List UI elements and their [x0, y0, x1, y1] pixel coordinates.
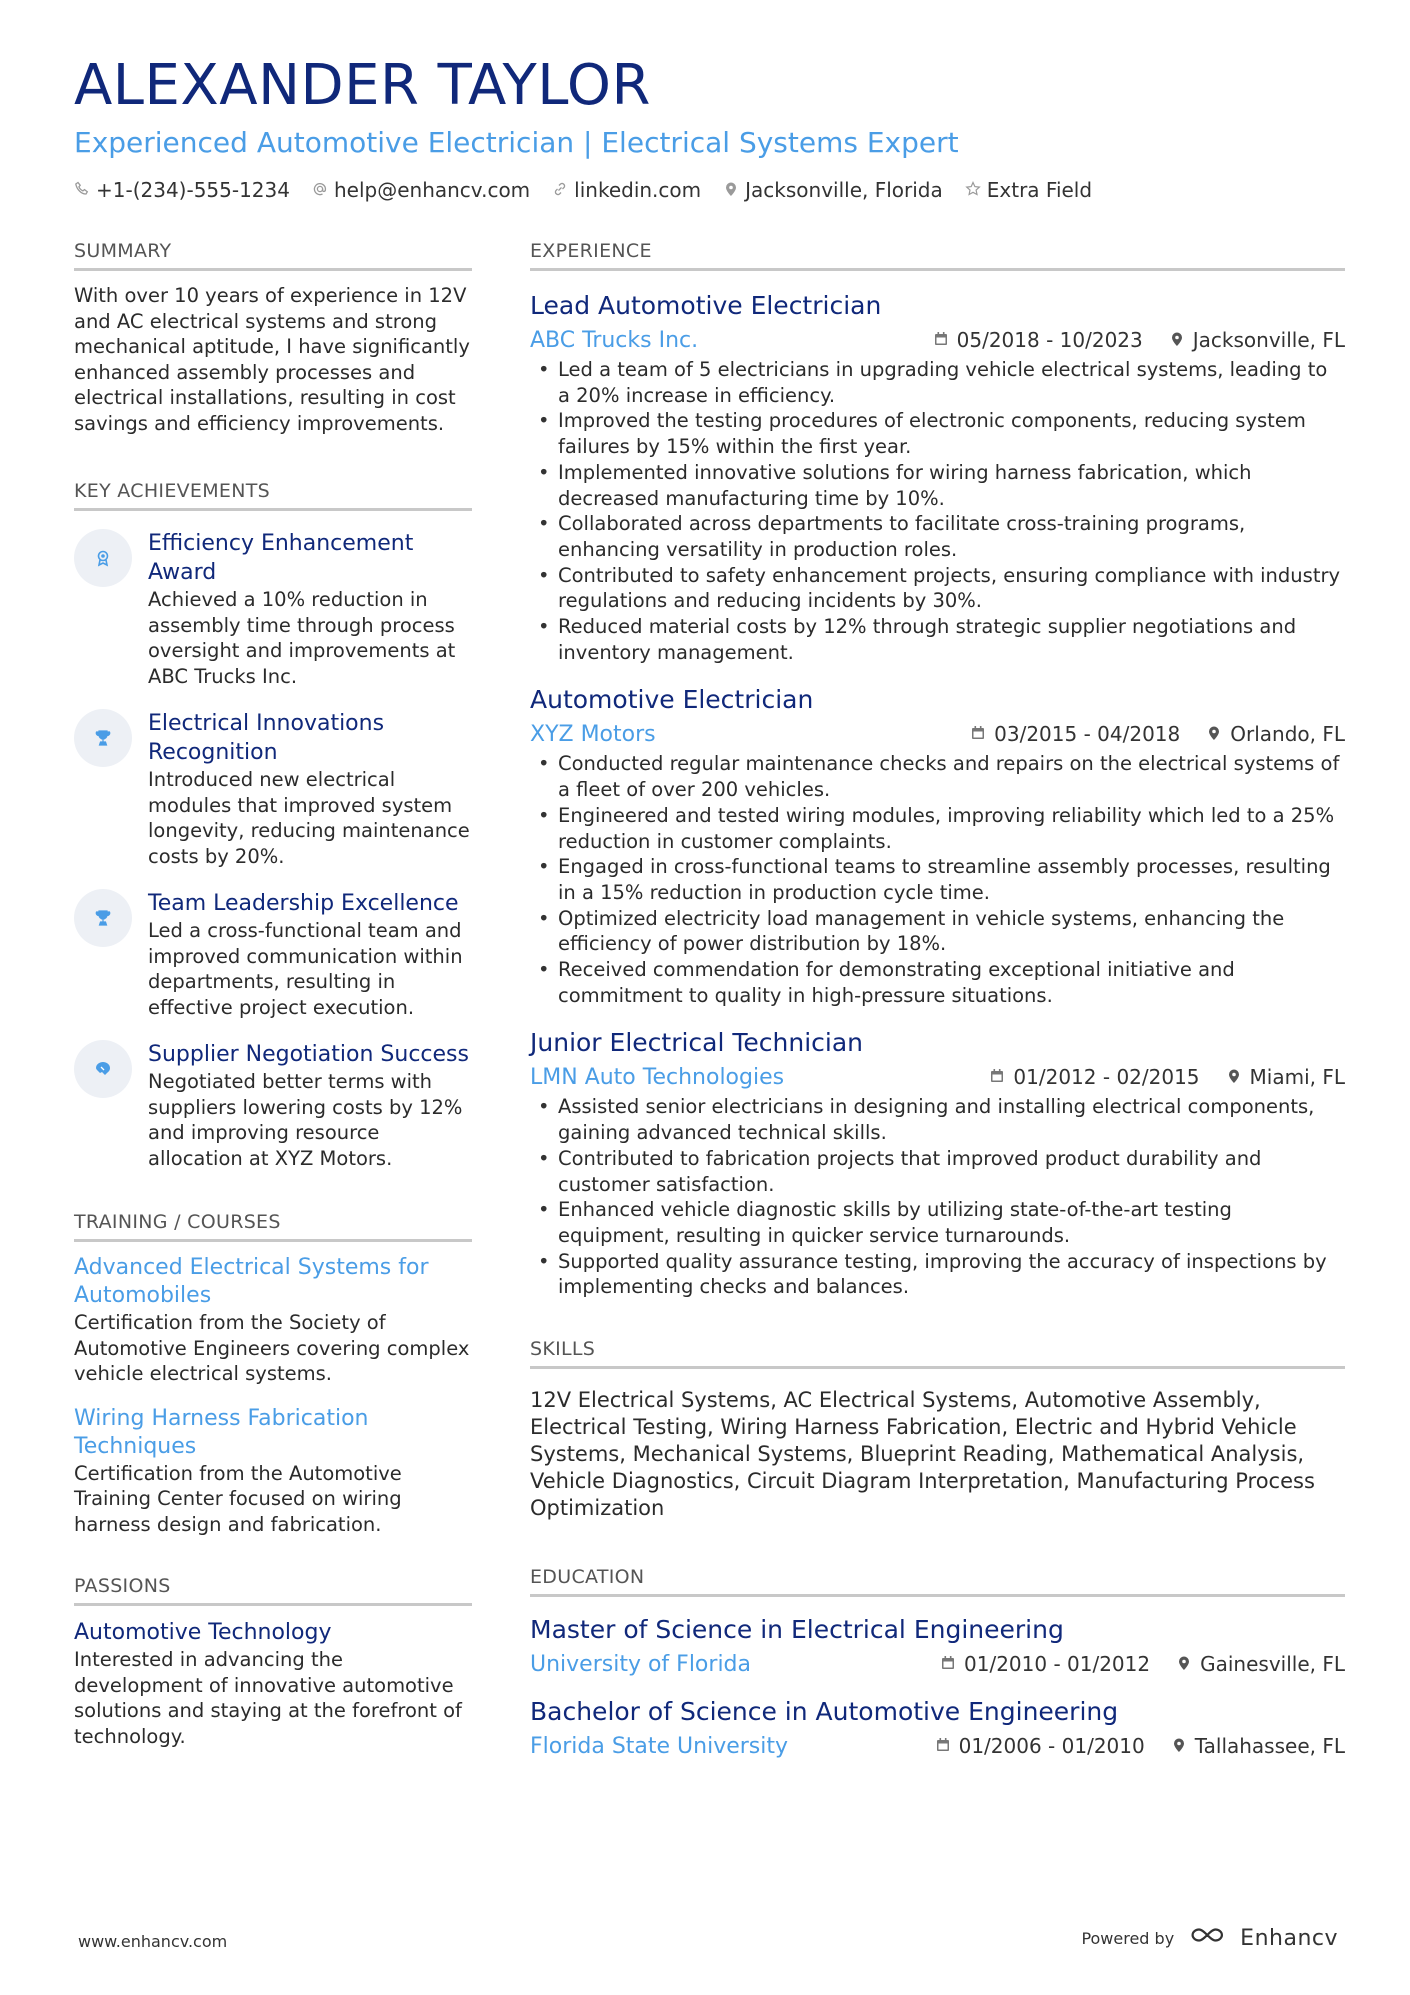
- job-bullet: • Received commendation for demonstrating exceptional initiative and commitment to quality in high-pressure situations.: [558, 957, 1345, 1008]
- job-entry: [530, 289, 1345, 665]
- education-entry: [530, 1695, 1345, 1763]
- powered-by-text: Powered by: [1081, 1928, 1175, 1948]
- summary-section: [74, 240, 472, 436]
- footer-branding: [1081, 1924, 1338, 1952]
- contact-bar: [74, 178, 1092, 202]
- location-pin-icon: [1226, 1065, 1242, 1089]
- location-pin-icon: [1206, 722, 1222, 746]
- achievement-text: Introduced new electrical modules that improved system longevity, reducing maintenance costs by 20%.: [148, 768, 470, 868]
- job-bullet: • Led a team of 5 electricians in upgrading vehicle electrical systems, leading to a 20% increase in efficiency.: [558, 357, 1345, 408]
- job-entry: [530, 1026, 1345, 1300]
- achievement-title: Efficiency Enhancement Award: [148, 531, 414, 585]
- job-title: Automotive Electrician: [530, 685, 814, 715]
- contact-linkedin[interactable]: [552, 178, 701, 202]
- achievement-item: [74, 889, 472, 1020]
- job-title: Junior Electrical Technician: [530, 1028, 864, 1058]
- right-column: [530, 240, 1345, 1781]
- contact-phone[interactable]: [74, 178, 290, 202]
- training-section: [74, 1211, 472, 1537]
- at-icon: [312, 178, 328, 202]
- location-pin-icon: [723, 178, 739, 202]
- contact-email-text: help@enhancv.com: [333, 178, 531, 202]
- achievement-text: Achieved a 10% reduction in assembly time through process oversight and improvements at ABC Trucks Inc.: [148, 588, 456, 688]
- job-company: LMN Auto Technologies: [530, 1064, 785, 1090]
- job-dates: 03/2015 - 04/2018: [994, 722, 1181, 747]
- degree-title: Master of Science in Electrical Engineering: [530, 1615, 1064, 1645]
- achievement-text: Led a cross-functional team and improved communication within departments, resulting in effective project execution.: [148, 919, 463, 1019]
- passion-text: Interested in advancing the development of innovative automotive solutions and staying at the forefront of technology.: [74, 1648, 462, 1748]
- education-dates: 01/2010 - 01/2012: [964, 1652, 1151, 1677]
- job-location: Miami, FL: [1249, 1065, 1345, 1090]
- section-title: KEY ACHIEVEMENTS: [74, 480, 472, 511]
- handshake-icon: [74, 1040, 132, 1098]
- calendar-icon: [933, 328, 949, 352]
- job-entry: [530, 683, 1345, 1008]
- resume-name: ALEXANDER TAYLOR: [74, 53, 651, 118]
- trophy-icon: [74, 709, 132, 767]
- job-bullet: • Assisted senior electricians in designing and installing electrical components, gaining advanced technical skills.: [558, 1094, 1345, 1145]
- job-bullet: • Collaborated across departments to facilitate cross-training programs, enhancing versatility in production roles.: [558, 511, 1345, 562]
- infinity-icon: [1188, 1924, 1232, 1952]
- location-pin-icon: [1171, 1734, 1187, 1758]
- achievements-section: [74, 480, 472, 1171]
- left-column: [74, 240, 472, 1749]
- contact-location: [723, 178, 943, 202]
- course-title: Advanced Electrical Systems for Automobiles: [74, 1255, 429, 1308]
- award-icon: [74, 529, 132, 587]
- education-dates: 01/2006 - 01/2010: [958, 1734, 1145, 1759]
- job-bullets: [530, 751, 1345, 1008]
- trophy-icon: [74, 889, 132, 947]
- location-pin-icon: [1169, 328, 1185, 352]
- summary-text: With over 10 years of experience in 12V and AC electrical systems and strong mechanical aptitude, I have significantly enhanced assembly processes and electrical installations, resulting in cost savings and efficiency improvements.: [74, 284, 470, 435]
- resume-headline: Experienced Automotive Electrician | Electrical Systems Expert: [74, 126, 959, 159]
- job-bullet: • Improved the testing procedures of electronic components, reducing system failures by 15% within the first year.: [558, 408, 1345, 459]
- contact-linkedin-text: linkedin.com: [574, 178, 702, 202]
- skills-section: [530, 1338, 1345, 1522]
- school-name: University of Florida: [530, 1651, 751, 1677]
- course-text: Certification from the Automotive Training Center focused on wiring harness design and fabrication.: [74, 1461, 402, 1536]
- education-location: Tallahassee, FL: [1194, 1734, 1345, 1759]
- passions-section: [74, 1575, 472, 1749]
- job-bullets: [530, 357, 1345, 665]
- location-pin-icon: [1176, 1652, 1192, 1676]
- phone-icon: [74, 178, 90, 202]
- achievement-item: [74, 529, 472, 689]
- job-company: XYZ Motors: [530, 721, 656, 747]
- passion-title: Automotive Technology: [74, 1620, 332, 1645]
- achievement-item: [74, 709, 472, 869]
- skills-text: 12V Electrical Systems, AC Electrical Systems, Automotive Assembly, Electrical Testing, Wiring Harness Fabrication, Electric and Hybrid Vehicle Systems, Mechanical Systems, Blueprint Reading, Mathematical Analysis, Vehicle Diagnostics, Circuit Diagram Interpretation, Manufacturing Process Optimization: [530, 1388, 1315, 1521]
- section-title: SKILLS: [530, 1338, 1345, 1369]
- calendar-icon: [940, 1652, 956, 1676]
- section-title: TRAINING / COURSES: [74, 1211, 472, 1242]
- job-location: Jacksonville, FL: [1192, 328, 1345, 352]
- job-bullet: • Reduced material costs by 12% through strategic supplier negotiations and inventory management.: [558, 614, 1345, 665]
- contact-location-text: Jacksonville, Florida: [745, 178, 943, 202]
- course-title: Wiring Harness Fabrication Techniques: [74, 1405, 369, 1459]
- star-icon: [965, 178, 981, 202]
- section-title: EXPERIENCE: [530, 240, 1345, 271]
- job-dates: 05/2018 - 10/2023: [956, 328, 1143, 352]
- education-entry: [530, 1613, 1345, 1681]
- degree-title: Bachelor of Science in Automotive Engineering: [530, 1697, 1119, 1727]
- achievement-title: Supplier Negotiation Success: [148, 1042, 469, 1067]
- contact-phone-text: +1-(234)-555-1234: [96, 178, 290, 202]
- job-bullet: • Enhanced vehicle diagnostic skills by utilizing state-of-the-art testing equipment, resulting in quicker service turnarounds.: [558, 1197, 1345, 1248]
- job-bullets: [530, 1094, 1345, 1300]
- contact-extra-text: Extra Field: [986, 178, 1093, 202]
- job-dates: 01/2012 - 02/2015: [1013, 1065, 1200, 1090]
- achievement-title: Team Leadership Excellence: [148, 891, 459, 916]
- section-title: EDUCATION: [530, 1566, 1345, 1597]
- link-icon: [552, 178, 568, 202]
- education-section: [530, 1566, 1345, 1763]
- job-company: ABC Trucks Inc.: [530, 327, 699, 353]
- enhancv-logo[interactable]: [1188, 1924, 1338, 1952]
- job-bullet: • Contributed to fabrication projects that improved product durability and customer satisfaction.: [558, 1146, 1345, 1197]
- calendar-icon: [970, 722, 986, 746]
- experience-section: [530, 240, 1345, 1300]
- job-bullet: • Conducted regular maintenance checks and repairs on the electrical systems of a fleet of over 200 vehicles.: [558, 751, 1345, 802]
- course-text: Certification from the Society of Automotive Engineers covering complex vehicle electrical systems.: [74, 1311, 470, 1385]
- education-location: Gainesville, FL: [1200, 1652, 1345, 1677]
- job-bullet: • Optimized electricity load management in vehicle systems, enhancing the efficiency of power distribution by 18%.: [558, 906, 1345, 957]
- job-bullet: • Engaged in cross-functional teams to streamline assembly processes, resulting in a 15% reduction in production cycle time.: [558, 854, 1345, 905]
- job-bullet: • Engineered and tested wiring modules, improving reliability which led to a 25% reduction in customer complaints.: [558, 803, 1345, 854]
- job-bullet: • Supported quality assurance testing, improving the accuracy of inspections by implementing checks and balances.: [558, 1249, 1345, 1300]
- achievement-title: Electrical Innovations Recognition: [148, 711, 385, 765]
- section-title: SUMMARY: [74, 240, 472, 271]
- job-title: Lead Automotive Electrician: [530, 291, 882, 320]
- brand-name: Enhancv: [1240, 1925, 1338, 1951]
- job-bullet: • Contributed to safety enhancement projects, ensuring compliance with industry regulations and reducing incidents by 30%.: [558, 563, 1345, 614]
- contact-extra: [965, 178, 1092, 202]
- calendar-icon: [989, 1065, 1005, 1089]
- school-name: Florida State University: [530, 1733, 789, 1759]
- calendar-icon: [935, 1734, 951, 1758]
- section-title: PASSIONS: [74, 1575, 472, 1606]
- achievement-text: Negotiated better terms with suppliers lowering costs by 12% and improving resource allocation at XYZ Motors.: [148, 1070, 463, 1170]
- job-location: Orlando, FL: [1230, 722, 1345, 747]
- achievement-item: [74, 1040, 472, 1171]
- course-item: [74, 1405, 472, 1538]
- footer-website[interactable]: www.enhancv.com: [78, 1932, 228, 1951]
- course-item: [74, 1254, 472, 1387]
- contact-email[interactable]: [312, 178, 530, 202]
- job-bullet: • Implemented innovative solutions for wiring harness fabrication, which decreased manufacturing time by 10%.: [558, 460, 1345, 511]
